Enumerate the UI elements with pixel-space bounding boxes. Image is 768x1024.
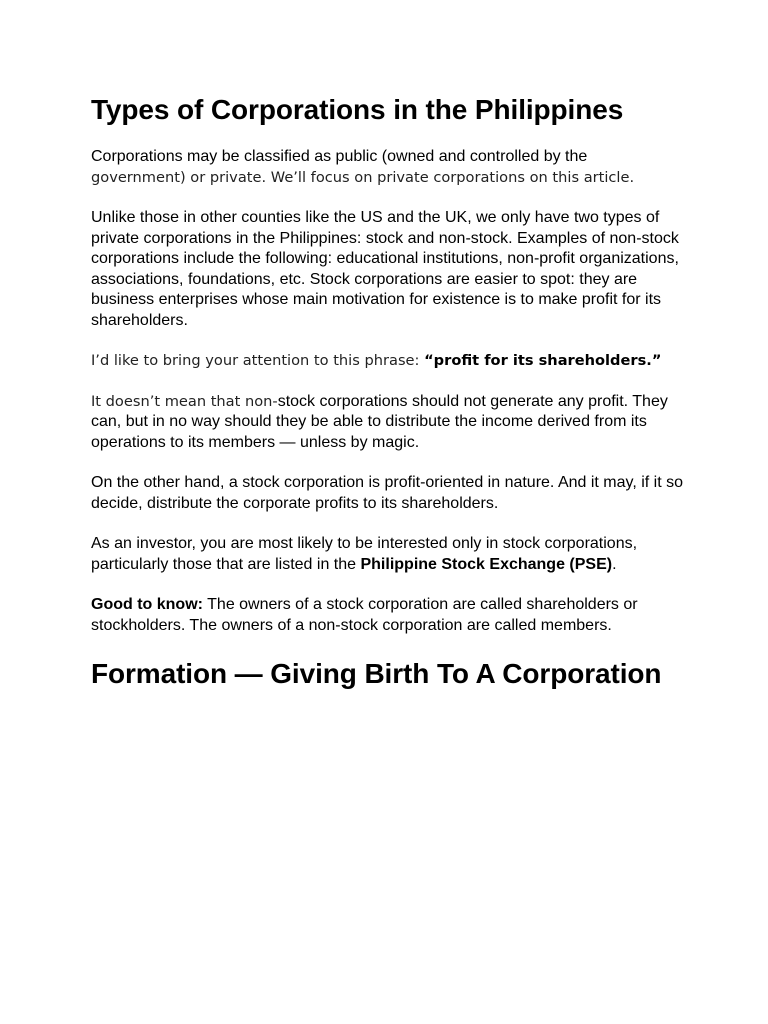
paragraph-classification-part1: Corporations may be classified as public (owned and controlled by the [91, 148, 588, 165]
paragraph-non-stock-profit [91, 392, 691, 454]
non-stock-rest: stock corporations should not generate any profit. They can, but in no way should they be able to distribute the income derived from its operations to its members — unless by magic. [91, 392, 668, 451]
paragraph-classification [91, 147, 691, 188]
attention-quote: “profit for its shareholders.” [424, 352, 662, 369]
good-to-know-label: Good to know: [91, 596, 203, 613]
document-body [91, 92, 691, 692]
section-heading-formation: Formation — Giving Birth To A Corporation [91, 658, 662, 689]
paragraph-attention-phrase [91, 351, 691, 372]
page-title: Types of Corporations in the Philippines [91, 94, 624, 125]
good-to-know-text: The owners of a stock corporation are called shareholders or stockholders. The owners of a non-stock corporation are called members. [91, 596, 638, 634]
non-stock-lead: It doesn’t mean that non- [91, 392, 278, 410]
investor-end: . [612, 555, 617, 573]
paragraph-investor [91, 534, 691, 575]
attention-lead: I’d like to bring your attention to this phrase: [91, 352, 425, 369]
paragraph-good-to-know [91, 595, 691, 636]
investor-lead: As an investor, you are most likely to be interested only in stock corporations, particularly those that are listed in the [91, 535, 638, 573]
paragraph-classification-part2: government) or private. We’ll focus on private corporations on this article. [91, 168, 635, 186]
paragraph-private-types: Unlike those in other counties like the US and the UK, we only have two types of private corporations in the Philippines: stock and non-stock. Examples of non-stock corporations include the following: educational institutions, non-profit organizations, associations, foundations, etc. Stock corporations are easier to spot: they are business enterprises whose main motivation for existence is to make profit for its shareholders. [91, 209, 679, 329]
paragraph-stock-profit: On the other hand, a stock corporation is profit-oriented in nature. And it may, if it so decide, distribute the corporate profits to its shareholders. [91, 474, 684, 512]
investor-pse: Philippine Stock Exchange (PSE) [360, 555, 613, 573]
